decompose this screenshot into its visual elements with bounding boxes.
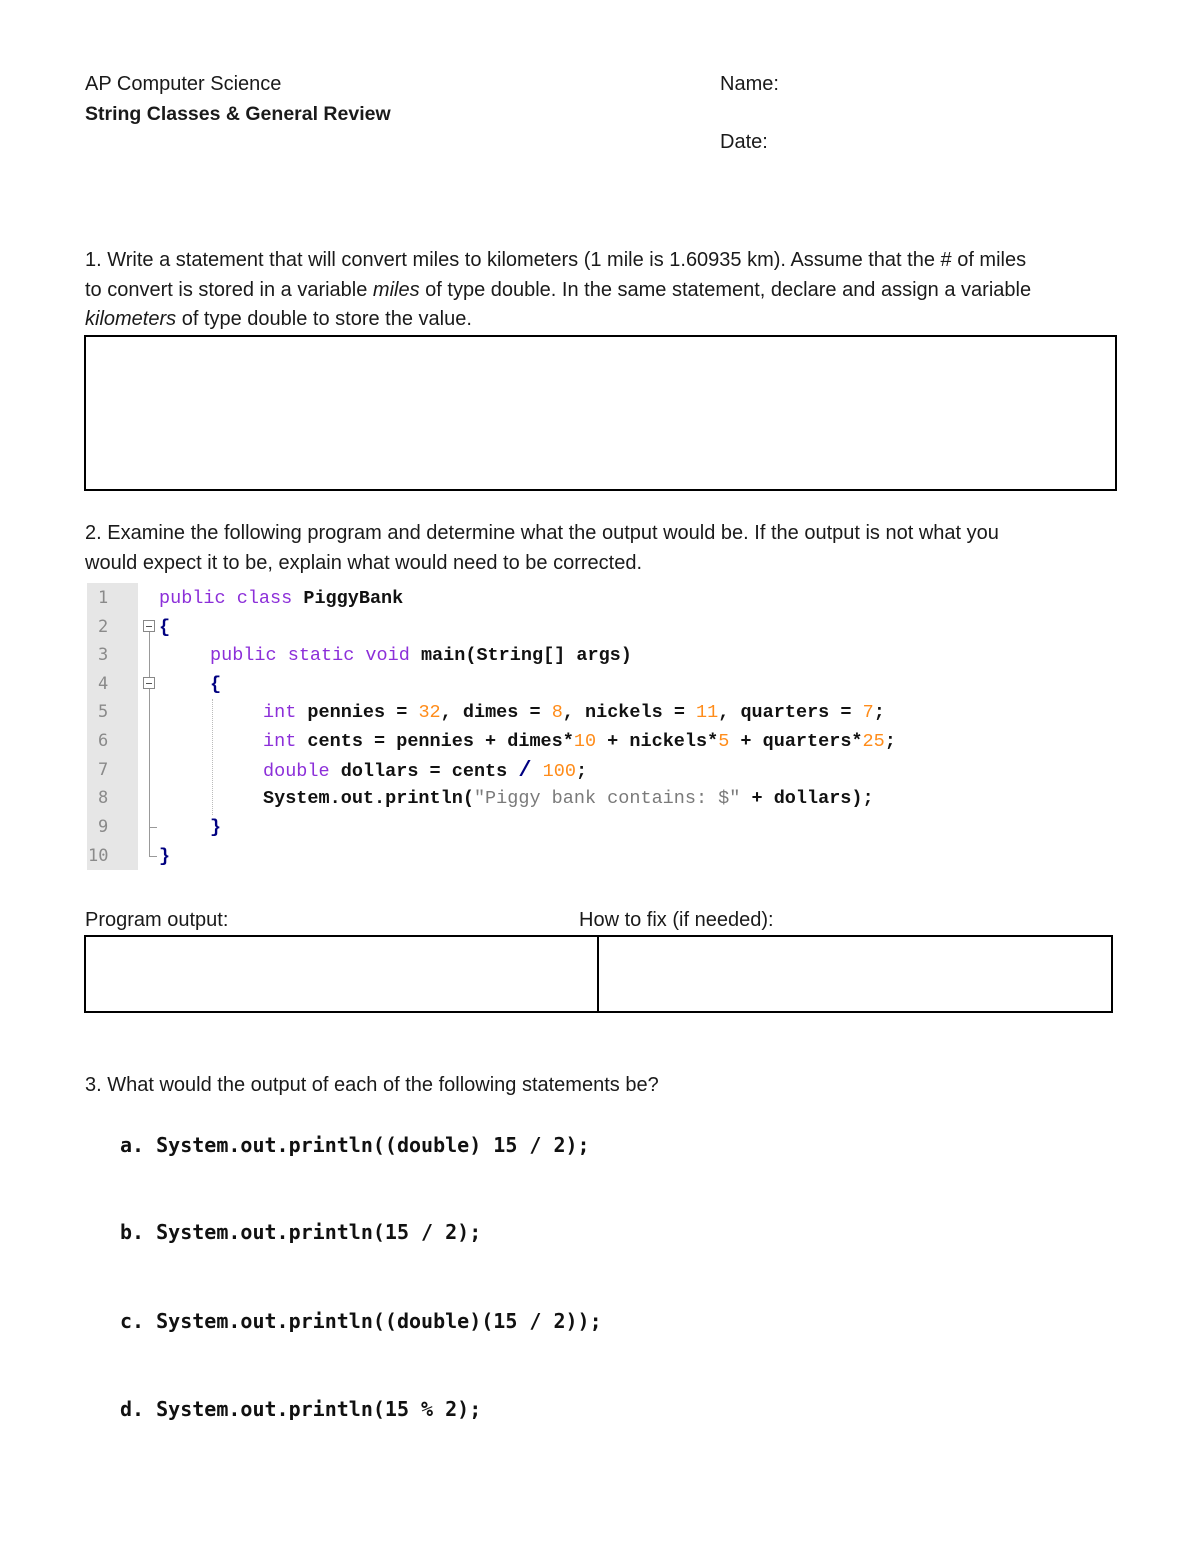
code-line-10: } xyxy=(159,846,171,867)
code-line-9: } xyxy=(210,817,222,838)
date-label: Date: xyxy=(720,131,768,153)
worksheet-subtitle: String Classes & General Review xyxy=(85,103,391,125)
name-label: Name: xyxy=(720,73,779,95)
fold-toggle-icon[interactable] xyxy=(143,620,155,632)
course-title: AP Computer Science xyxy=(85,73,282,95)
line-number: 3 xyxy=(98,645,109,665)
line-number: 7 xyxy=(98,760,109,780)
line-number: 8 xyxy=(98,788,109,808)
q3-prompt: 3. What would the output of each of the following statements be? xyxy=(85,1074,659,1096)
q2-text-line2: would expect it to be, explain what would need to be corrected. xyxy=(85,552,643,574)
q3-item-d: d. System.out.println(15 % 2); xyxy=(120,1397,482,1421)
program-output-label: Program output: xyxy=(85,909,229,931)
code-line-7: double dollars = cents / 100; xyxy=(263,758,588,783)
code-line-3: public static void main(String[] args) xyxy=(210,645,632,666)
line-number: 4 xyxy=(98,674,109,694)
fold-guide-line xyxy=(149,632,150,856)
line-number: 6 xyxy=(98,731,109,751)
code-line-4: { xyxy=(210,674,222,695)
q2-text-line1: 2. Examine the following program and determine what the output would be. If the output is not what you xyxy=(85,522,999,544)
q1-text-line1: 1. Write a statement that will convert miles to kilometers (1 mile is 1.60935 km). Assume that the # of miles xyxy=(85,249,1027,271)
line-number: 1 xyxy=(98,588,109,608)
code-line-1: public class PiggyBank xyxy=(159,588,404,609)
q3-item-b: b. System.out.println(15 / 2); xyxy=(120,1220,482,1244)
how-to-fix-label: How to fix (if needed): xyxy=(579,909,774,931)
q3-item-a: a. System.out.println((double) 15 / 2); xyxy=(120,1133,590,1157)
line-number: 10 xyxy=(88,846,109,866)
q1-answer-box[interactable] xyxy=(84,335,1117,491)
indent-guide xyxy=(212,699,213,815)
line-number: 2 xyxy=(98,617,109,637)
code-line-2: { xyxy=(159,617,171,638)
code-line-8: System.out.println("Piggy bank contains: $" + dollars); xyxy=(263,788,874,809)
code-line-5: int pennies = 32, dimes = 8, nickels = 11, quarters = 7; xyxy=(263,702,885,723)
how-to-fix-box[interactable] xyxy=(597,935,1113,1013)
fold-end-tick xyxy=(149,827,157,828)
q1-text-line2: to convert is stored in a variable miles of type double. In the same statement, declare and assign a variable xyxy=(85,279,1032,301)
q1-text-line3: kilometers of type double to store the value. xyxy=(85,308,472,330)
line-number: 5 xyxy=(98,702,109,722)
program-output-box[interactable] xyxy=(84,935,599,1013)
line-number: 9 xyxy=(98,817,109,837)
fold-toggle-icon[interactable] xyxy=(143,677,155,689)
fold-end-tick xyxy=(149,856,157,857)
code-line-6: int cents = pennies + dimes*10 + nickels*5 + quarters*25; xyxy=(263,731,896,752)
q3-item-c: c. System.out.println((double)(15 / 2)); xyxy=(120,1309,602,1333)
